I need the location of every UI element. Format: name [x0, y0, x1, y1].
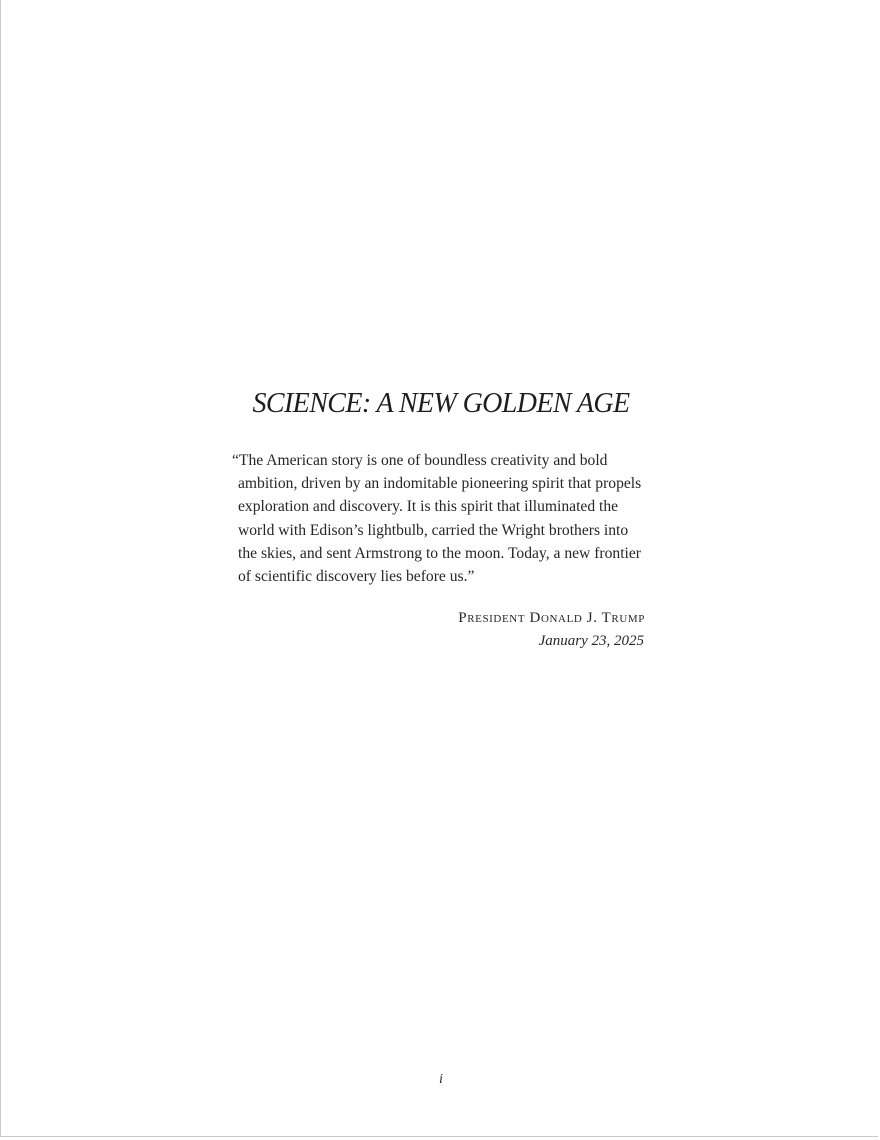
page-number: i: [439, 1072, 443, 1087]
quote-line: exploration and discovery. It is this spirit that illuminated the: [238, 498, 619, 516]
quote-line: the skies, and sent Armstrong to the moon. Today, a new frontier: [238, 544, 641, 562]
quote-date: January 23, 2025: [538, 633, 644, 649]
page-title: SCIENCE: A NEW GOLDEN AGE: [252, 388, 630, 419]
quote-line: world with Edison’s lightbulb, carried the Wright brothers into: [238, 521, 629, 539]
quote-line: of scientific discovery lies before us.”: [238, 568, 475, 586]
quote-line: ambition, driven by an indomitable pioneering spirit that propels: [238, 475, 642, 493]
quote-attribution: President Donald J. Trump: [458, 610, 645, 626]
epigraph-quote: [232, 449, 649, 588]
quote-line: “The American story is one of boundless creativity and bold: [232, 452, 608, 469]
